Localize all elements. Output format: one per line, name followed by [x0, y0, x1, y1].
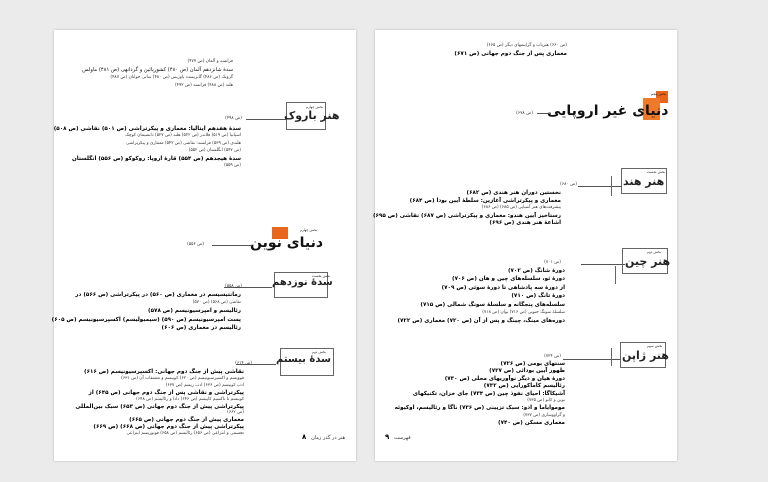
entry-bracket — [611, 348, 612, 366]
toc-entry: سدهٔ هفدهم ایتالیا: معماری و پیکرتراشی (ص ۵۰۱) نقاشی (ص ۵۰۸) — [53, 126, 241, 132]
section-heading: هنر هند — [623, 175, 665, 188]
toc-entry: معماری و پیکرتراشی آغازین: سلطهٔ آیین بودا (ص ۶۸۴) — [409, 197, 561, 204]
entry-bracket — [611, 176, 612, 196]
section-page: (ص ۷۰۱) — [544, 260, 561, 265]
section-page: (ص ۵۵۶) — [187, 242, 204, 247]
toc-entry: پیکرتراشی پیش از جنگ دوم جهانی (ص ۶۵۳) سبک بین‌المللی — [75, 403, 244, 410]
section-page: (ص ۴۹۸) — [225, 116, 242, 121]
toc-entry: رئالیسم و امپرسیونیسم (ص ۵۷۸) — [148, 308, 241, 315]
section-page: (ص ۷۲۴) — [544, 354, 561, 359]
toc-entry: پیشرفت‌های هنر آسیایی (ص ۶۸۵) (ص ۶۸۶) — [481, 205, 561, 211]
section-heading: هنر ژاپن — [622, 349, 669, 362]
toc-entry: دوره‌های مینگ، چینگ و پس از آن (ص ۷۲۰) معماری (ص ۷۲۲) — [397, 318, 565, 325]
section-page: (ص ۶۸۰) — [560, 182, 577, 187]
toc-entry: اسپانیا (ص ۵۱۹) فلاندر (ص ۵۲۲) هلند (ص ۵۲۷) دانشیمان کوچک — [125, 133, 241, 139]
heading-rule — [537, 113, 551, 114]
toc-entry: ادب کوبیسم (ص ۶۳۶) ادب ریسم (ص ۶۳۷) — [165, 382, 244, 388]
section-tag: بخش نخست — [312, 274, 331, 278]
toc-entry: رئالیسم در معماری (ص ۶۰۶) — [161, 324, 241, 331]
toc-entry: کوبیسم تا تاکسیم کاپیسم (ص ۶۴۶) دادا و رئالیسم (ص ۶۴۸) — [136, 396, 244, 402]
toc-entry: ظهور آیین بودائی (ص ۷۲۷) — [489, 368, 565, 375]
toc-entry: دورهٔ تانگ (ص ۷۱۰) — [511, 293, 565, 300]
page-number: ۹ — [385, 433, 390, 441]
footer-title: هنر در گذر زمان — [311, 435, 346, 441]
entry-bracket — [615, 266, 616, 284]
section-heading: سدهٔ بیستم — [276, 354, 331, 365]
section-page: (ص ۶۷۸) — [516, 111, 533, 116]
toc-entry: هلندی (ص ۵۳۹) فرانسه: نقاشی (ص ۵۴۲) معماری و پیکرتراشی — [125, 140, 241, 146]
toc-entry: سنتهای بومی (ص ۷۲۶) — [500, 361, 565, 367]
section-tag: بخش چهارم — [300, 228, 317, 232]
section-tag: بخش دوم — [312, 350, 326, 354]
toc-entry: پیکرتراشی پیش از جنگ دوم جهانی (ص ۶۶۸) (ص ۶۶۹) — [93, 424, 244, 431]
footer-title: فهرست — [394, 435, 411, 441]
heading-rule — [246, 119, 286, 120]
section-tag: بخش چهارم — [306, 105, 323, 109]
section-heading: دنیای نوین — [250, 235, 324, 251]
heading-rule — [581, 264, 625, 265]
toc-entry: معماری مسکن (ص ۷۴۰) — [498, 420, 565, 427]
page-footer — [302, 433, 345, 441]
toc-entry: نوین و کانو (ص ۷۳۵) — [527, 398, 565, 403]
toc-line: سدهٔ شانزدهم آلمان (ص ۴۸۰) کشورپائین و گردانهی (ص ۴۸۱) ماولس — [82, 67, 233, 73]
toc-entry: (ص ۶۶۰) هنرباب و گرایشهای دیگر (ص ۶۶۵) — [486, 43, 567, 48]
toc-entry: فوویسم و اکسپرسیونیسم (ص ۶۲۰) کوبیسم و مشتقات آن (ص ۶۳۱) — [121, 375, 244, 381]
section-tag: بخش سوم — [647, 344, 663, 348]
heading-rule — [578, 186, 622, 187]
right-page — [372, 30, 677, 461]
toc-entry: معماری پس از جنگ دوم جهانی (ص ۶۷۱) — [454, 51, 567, 57]
section-heading: دنیای غیر اروپایی — [547, 103, 669, 119]
toc-entry: تجسمی و انتزاعی (ص ۶۵۶) رئالیسم (ص ۶۵۸) فوتوریسم انتزاعی — [126, 431, 244, 437]
toc-entry: دورهٔ هیان و دیگر نوآوریهای محلی (ص ۷۳۰) — [444, 375, 565, 382]
toc-line: هلند (ص ۴۸۸) فرانسه (ص ۴۹۲) — [174, 83, 233, 88]
toc-entry: اشاعهٔ هنر هندی (ص ۶۹۶) — [489, 220, 561, 227]
heading-rule — [563, 359, 621, 360]
section-page: (ص ۵۵۸) — [225, 284, 242, 289]
section-heading: سدهٔ نوزدهم — [272, 277, 333, 288]
toc-line: فرانسه و آلمان (ص ۴۷۷) — [187, 59, 233, 64]
toc-entry: آشیکاگا: احیای نفوذ چین (ص ۷۳۴) جای خزان، تکنیکهای — [412, 390, 565, 397]
toc-entry: دورهٔ ثو، سلسله‌های چین و هان (ص ۷۰۶) — [452, 276, 565, 283]
toc-entry: از دورهٔ سه پادشاهی تا دورهٔ سوئی (ص ۷۰۹) — [441, 284, 565, 291]
toc-entry: سلسلهٔ سونگ جنوبی (ص ۷۱۶) یوان (ص ۷۱۸) — [482, 310, 565, 315]
page-number: ۸ — [302, 433, 307, 441]
toc-entry: رئالیسم کاماکورایی (ص ۷۳۲) — [483, 383, 565, 390]
toc-entry: پست امپرسیونیسم (ص ۵۹۰) (سیمبولیسم) اکسپرسیونیسم (ص ۶۰۵) — [51, 316, 241, 323]
toc-line: گزوتک (ص ۴۸۶) گابریست پاورنس (ص ۴۸۰) ساتی جوانان (ص ۴۸۷) — [110, 75, 233, 80]
toc-entry: موموایاما و ادو: سبک تزیینی (ص ۷۳۶) ناگا و رئالیسم، اوکیوئه — [394, 405, 565, 412]
section-heading: هنر باروک — [284, 109, 340, 122]
toc-entry: (ص ۵۵۹) — [224, 163, 241, 168]
heading-rule — [212, 245, 252, 246]
toc-entry: دورهٔ شانگ (ص ۷۰۲) — [507, 268, 565, 274]
section-tag: بخش پنجم — [651, 92, 666, 96]
toc-entry: (ص ۵۴۷) انگلستان (ص ۵۵۲) — [188, 148, 241, 154]
left-page — [51, 30, 356, 461]
toc-entry: نقاشی (ص ۵۶۸) (ص ۵۷۰) — [192, 300, 241, 306]
section-page: (ص ۶۱۴) — [235, 361, 252, 366]
toc-entry: (ص ۶۶۲) — [227, 410, 244, 416]
section-heading: هنر چین — [625, 255, 671, 268]
section-tag: بخش دوم — [647, 250, 661, 254]
toc-entry: سلسله‌های پنجگانه و سلسلهٔ سونگ شمالی (ص ۷۱۵) — [420, 301, 565, 308]
toc-entry: پیکرتراشی و نقاشی پس از جنگ دوم جهانی (ص ۶۴۵) از — [88, 389, 244, 396]
toc-entry: و گراووسازی (ص ۷۳۷) — [523, 412, 565, 418]
page-footer — [385, 433, 411, 441]
section-tag: بخش نخست — [647, 170, 666, 174]
toc-entry: نقاشی پیش از جنگ دوم جهانی: اکسپرسیونیسم (ص ۶۱۶) — [84, 369, 244, 375]
toc-entry: رمانتیسیسم در معماری (ص ۵۶۰) در پیکرتراشی (ص ۵۶۶) در — [75, 292, 241, 298]
toc-entry: سدهٔ هیجدهم (ص ۵۵۴) قارهٔ اروپا: روکوکو (ص ۵۵۶) انگلستان — [71, 155, 241, 162]
toc-entry: نخستین دوران هنر هندی (ص ۶۸۲) — [466, 190, 561, 196]
toc-entry: معماری پیش از جنگ دوم جهانی (ص ۶۶۵) — [129, 417, 244, 424]
toc-entry: رستاخیز آیین هندو: معماری و پیکرتراشی (ص ۶۸۷) نقاشی (ص ۶۹۵) — [372, 212, 561, 219]
